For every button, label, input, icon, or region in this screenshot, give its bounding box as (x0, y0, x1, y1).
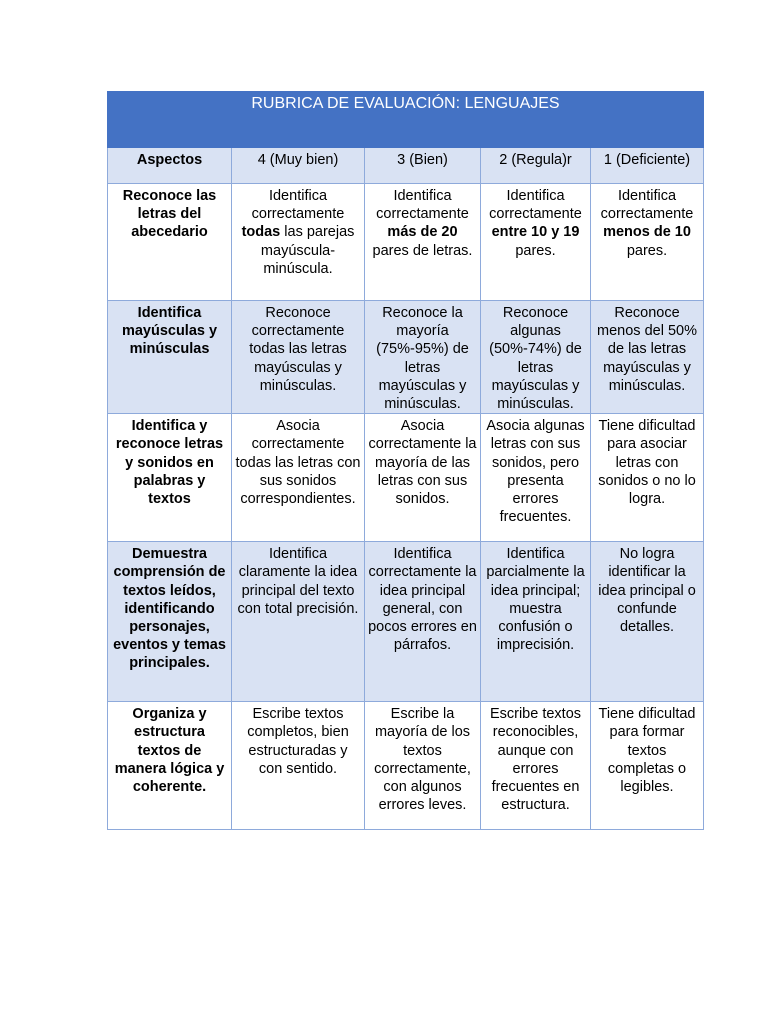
aspect-cell: Organiza y estructura textos de manera lógica y coherente. (108, 702, 232, 830)
title-row (108, 92, 704, 148)
column-header-1: 1 (Deficiente) (591, 148, 704, 184)
rubric-table (107, 91, 704, 830)
rubric-cell: Identifica claramente la idea principal del texto con total precisión. (232, 542, 365, 702)
rubric-cell: Asocia correctamente todas las letras con sus sonidos correspondientes. (232, 414, 365, 542)
table-row (108, 414, 704, 542)
rubric-cell: Tiene dificultad para formar textos completas o legibles. (591, 702, 704, 830)
rubric-cell: Escribe textos completos, bien estructuradas y con sentido. (232, 702, 365, 830)
column-header-3: 3 (Bien) (365, 148, 481, 184)
column-header-2: 2 (Regula)r (481, 148, 591, 184)
rubric-cell: Reconoce menos del 50% de las letras mayúsculas y minúsculas. (591, 301, 704, 414)
rubric-cell: No logra identificar la idea principal o confunde detalles. (591, 542, 704, 702)
rubric-cell: Reconoce algunas (50%-74%) de letras mayúsculas y minúsculas. (481, 301, 591, 414)
aspect-cell: Identifica mayúsculas y minúsculas (108, 301, 232, 414)
table-row (108, 301, 704, 414)
table-row (108, 542, 704, 702)
rubric-cell: Identifica parcialmente la idea principal; muestra confusión o imprecisión. (481, 542, 591, 702)
rubric-cell: Identifica correctamente más de 20 pares de letras. (365, 184, 481, 301)
rubric-cell: Asocia correctamente la mayoría de las letras con sus sonidos. (365, 414, 481, 542)
rubric-cell: Identifica correctamente todas las parejas mayúscula-minúscula. (232, 184, 365, 301)
rubric-cell: Escribe textos reconocibles, aunque con errores frecuentes en estructura. (481, 702, 591, 830)
rubric-cell: Tiene dificultad para asociar letras con sonidos o no lo logra. (591, 414, 704, 542)
rubric-cell: Identifica correctamente la idea principal general, con pocos errores en párrafos. (365, 542, 481, 702)
rubric-cell: Identifica correctamente entre 10 y 19 pares. (481, 184, 591, 301)
rubric-cell: Reconoce correctamente todas las letras mayúsculas y minúsculas. (232, 301, 365, 414)
table-row (108, 184, 704, 301)
table-row (108, 702, 704, 830)
header-row (108, 148, 704, 184)
aspect-cell: Demuestra comprensión de textos leídos, identificando personajes, eventos y temas principales. (108, 542, 232, 702)
aspect-cell: Reconoce las letras del abecedario (108, 184, 232, 301)
column-header-aspects: Aspectos (108, 148, 232, 184)
rubric-cell: Identifica correctamente menos de 10 pares. (591, 184, 704, 301)
rubric-cell: Reconoce la mayoría (75%-95%) de letras mayúsculas y minúsculas. (365, 301, 481, 414)
rubric-cell: Escribe la mayoría de los textos correctamente, con algunos errores leves. (365, 702, 481, 830)
aspect-cell: Identifica y reconoce letras y sonidos en palabras y textos (108, 414, 232, 542)
rubric-cell: Asocia algunas letras con sus sonidos, pero presenta errores frecuentes. (481, 414, 591, 542)
table-title: RUBRICA DE EVALUACIÓN: LENGUAJES (108, 92, 704, 148)
column-header-4: 4 (Muy bien) (232, 148, 365, 184)
